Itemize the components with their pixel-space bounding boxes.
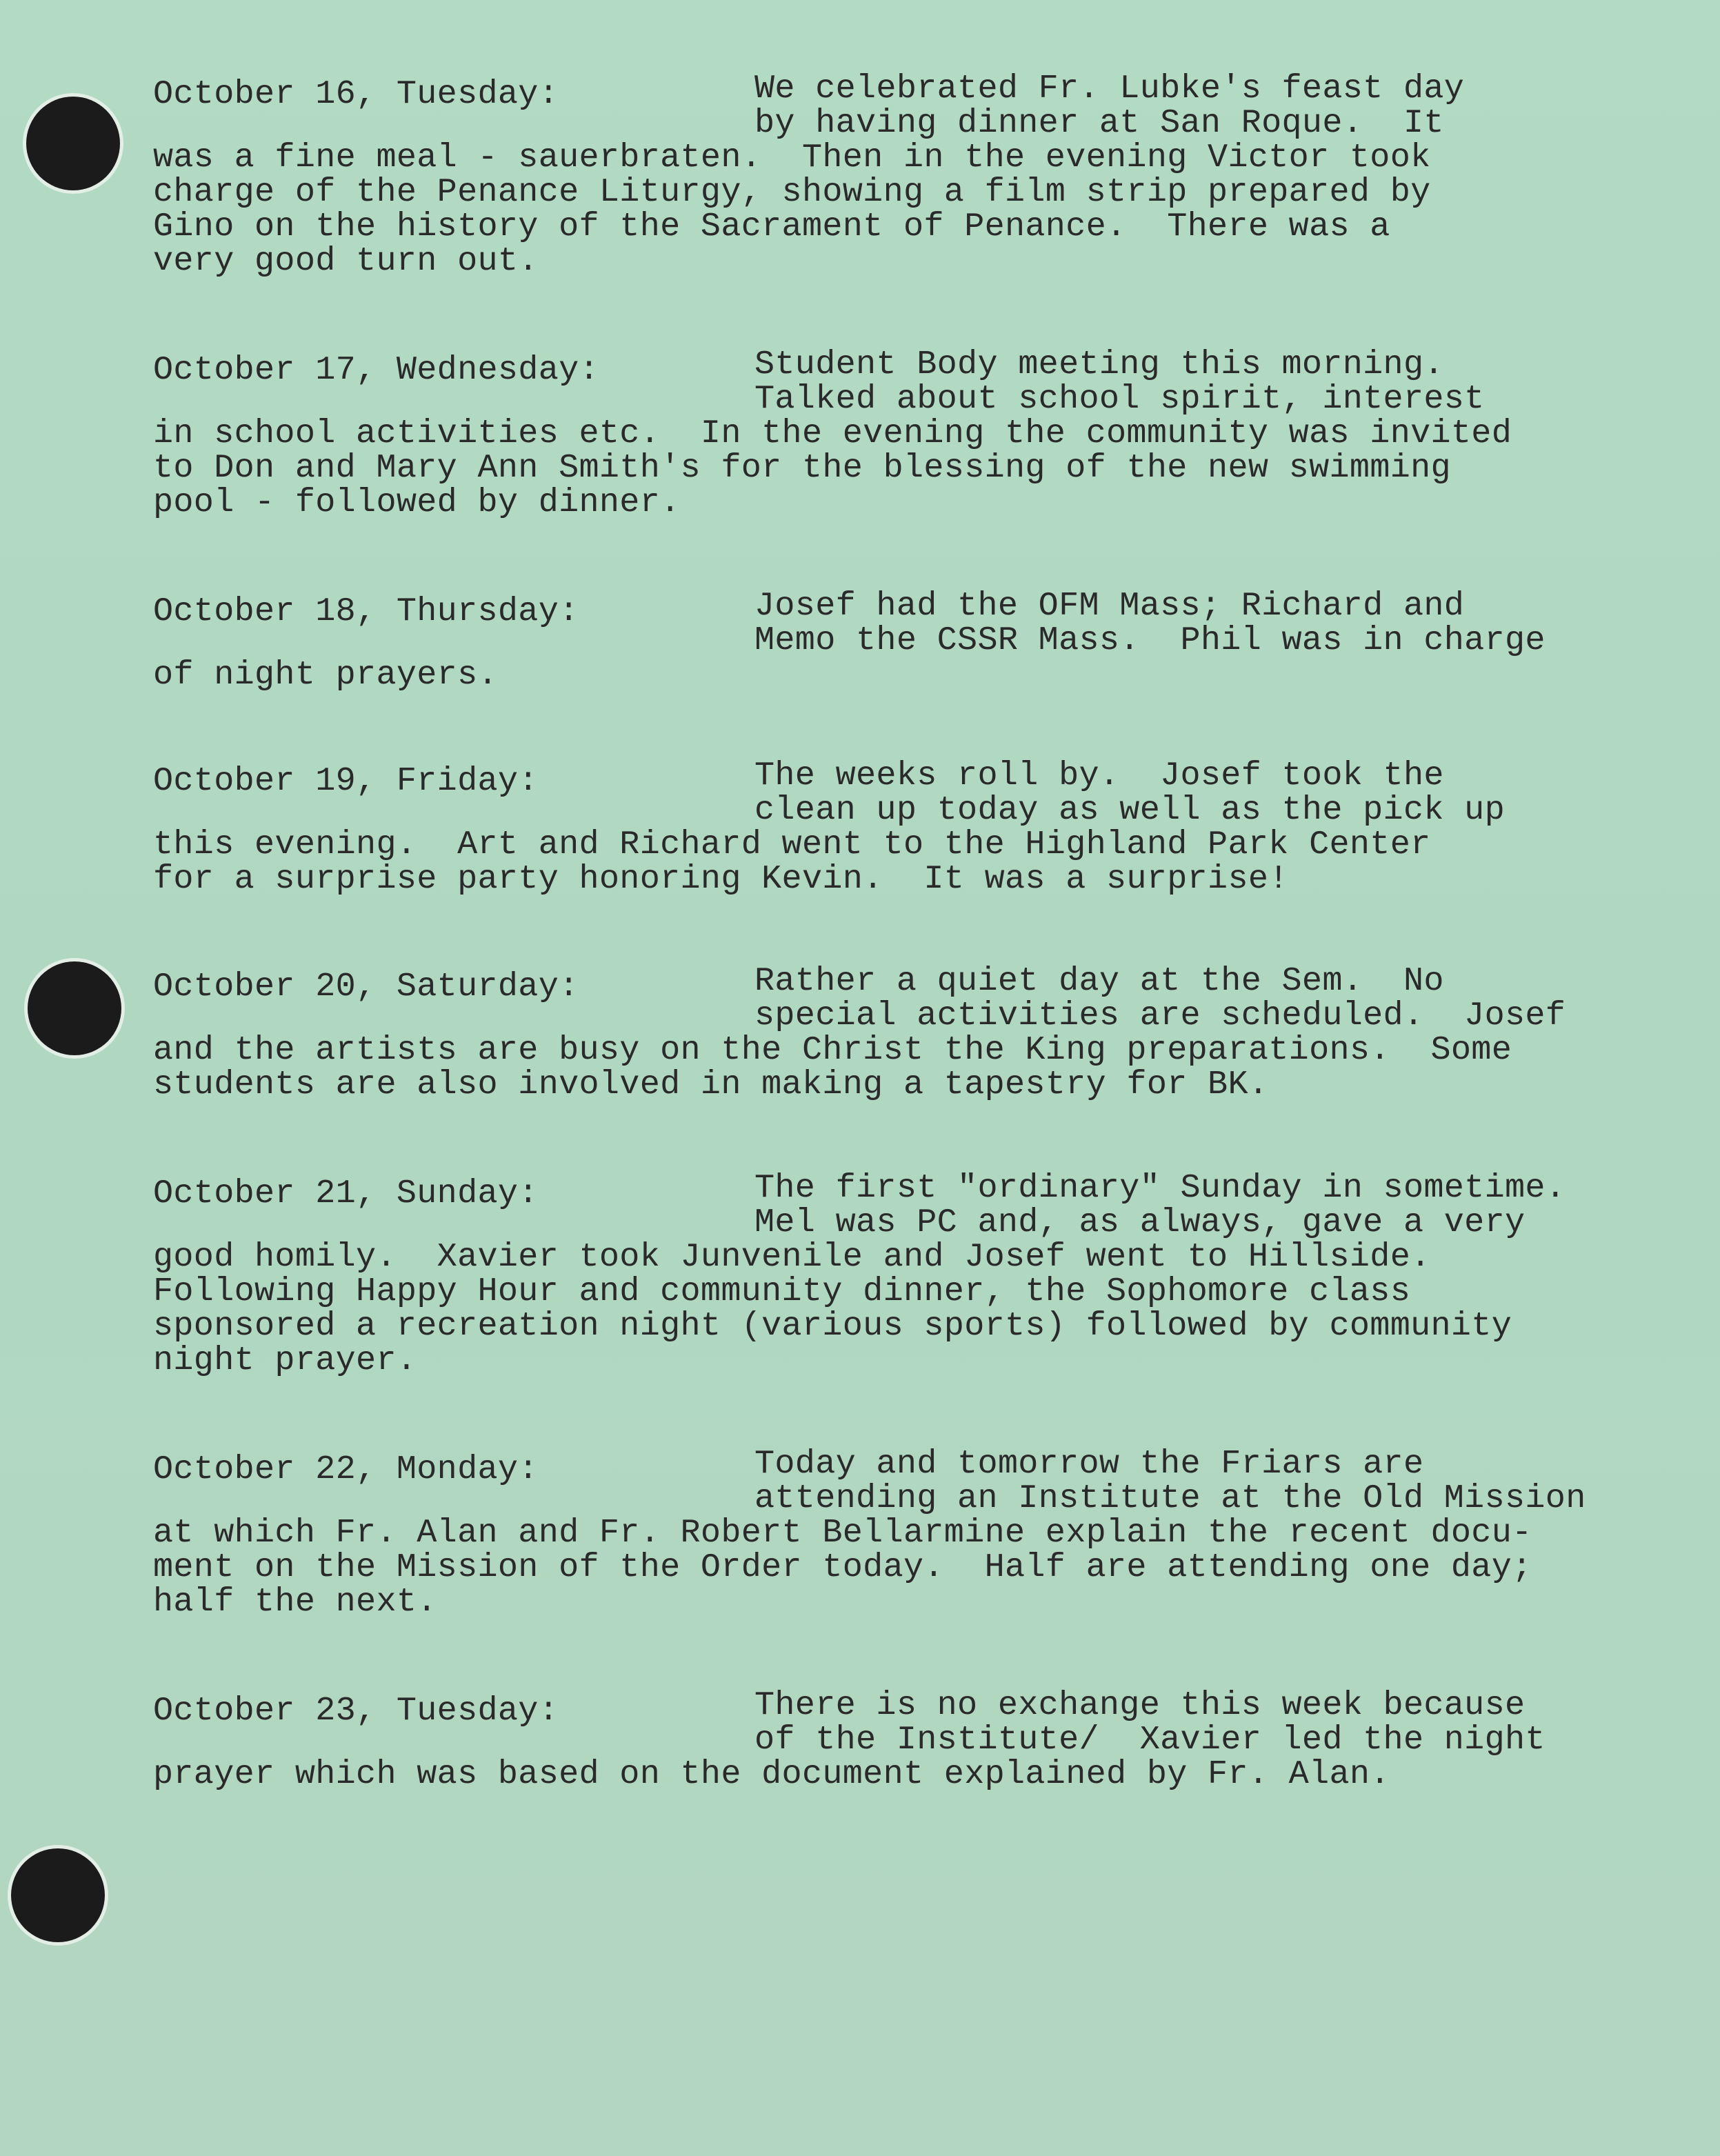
entry-text-line: Talked about school spirit, interest [754,380,1485,418]
entry-text-line: Gino on the history of the Sacrament of Penance. There was a [153,208,1390,246]
entry-text-line: good homily. Xavier took Junvenile and Josef went to Hillside. [153,1238,1431,1276]
diary-entry-oct-19 [153,757,1636,898]
entry-text-line: Memo the CSSR Mass. Phil was in charge [754,621,1546,659]
entry-header [153,346,1636,389]
entry-header [153,587,1636,630]
entry-text-line: was a fine meal - sauerbraten. Then in the evening Victor took [153,139,1431,177]
entry-text-line: We celebrated Fr. Lubke's feast day [754,70,1465,108]
entry-date: October 16, Tuesday: [153,75,559,113]
diary-entry-oct-23 [153,1686,1636,1793]
entry-text-line: very good turn out. [153,242,539,280]
entry-text-line: ment on the Mission of the Order today. Half are attending one day; [153,1548,1532,1586]
entry-date: October 20, Saturday: [153,968,579,1006]
entry-text-line: of night prayers. [153,656,498,694]
entry-date: October 18, Thursday: [153,592,579,630]
entry-text-line: charge of the Penance Liturgy, showing a film strip prepared by [153,173,1431,211]
entry-date: October 17, Wednesday: [153,351,599,389]
entry-date: October 19, Friday: [153,762,539,800]
entry-date: October 23, Tuesday: [153,1692,559,1730]
entry-text-line: this evening. Art and Richard went to the Highland Park Center [153,826,1431,864]
entry-header [153,70,1636,113]
entry-text-line: attending an Institute at the Old Mission [754,1479,1586,1517]
entry-text-line: at which Fr. Alan and Fr. Robert Bellarmine explain the recent docu- [153,1514,1532,1552]
entry-text-line: Student Body meeting this morning. [754,346,1444,383]
entry-date: October 22, Monday: [153,1450,539,1488]
entry-text-line: There is no exchange this week because [754,1686,1526,1724]
entry-text-line: of the Institute/ Xavier led the night [754,1721,1546,1759]
entry-header [153,1445,1636,1488]
entry-date: October 21, Sunday: [153,1175,539,1212]
entry-text-line: sponsored a recreation night (various sports) followed by community [153,1307,1512,1345]
diary-entry-oct-16 [153,70,1636,280]
entry-text-line: Following Happy Hour and community dinner, the Sophomore class [153,1272,1411,1310]
diary-entry-oct-18 [153,587,1636,694]
binder-hole-middle [28,961,121,1055]
entry-text-line: by having dinner at San Roque. It [754,104,1444,142]
entry-text-line: The first "ordinary" Sunday in sometime. [754,1169,1566,1207]
binder-hole-bottom [11,1848,105,1942]
entry-text-line: Mel was PC and, as always, gave a very [754,1204,1526,1241]
entry-text-line: pool - followed by dinner. [153,483,681,521]
entry-text-line: special activities are scheduled. Josef [754,997,1566,1035]
entry-text-line: Josef had the OFM Mass; Richard and [754,587,1465,625]
binder-hole-top [26,97,120,190]
entry-text-line: clean up today as well as the pick up [754,791,1505,829]
diary-entry-oct-17 [153,346,1636,521]
entry-text-line: Rather a quiet day at the Sem. No [754,962,1444,1000]
diary-entry-oct-22 [153,1445,1636,1621]
entry-text-line: The weeks roll by. Josef took the [754,757,1444,795]
diary-entry-oct-21 [153,1169,1636,1379]
entry-header [153,962,1636,1006]
entry-text-line: in school activities etc. In the evening the community was invited [153,415,1512,452]
entry-text-line: and the artists are busy on the Christ the King preparations. Some [153,1031,1512,1069]
entry-header [153,757,1636,800]
entry-header [153,1169,1636,1212]
entry-text-line: for a surprise party honoring Kevin. It was a surprise! [153,860,1289,898]
diary-entry-oct-20 [153,962,1636,1104]
entry-text-line: to Don and Mary Ann Smith's for the blessing of the new swimming [153,449,1451,487]
entry-text-line: night prayer. [153,1341,417,1379]
entry-text-line: students are also involved in making a tapestry for BK. [153,1066,1269,1104]
entry-text-line: Today and tomorrow the Friars are [754,1445,1424,1483]
entry-text-line: half the next. [153,1583,437,1621]
entry-text-line: prayer which was based on the document explained by Fr. Alan. [153,1755,1390,1793]
entry-header [153,1686,1636,1730]
